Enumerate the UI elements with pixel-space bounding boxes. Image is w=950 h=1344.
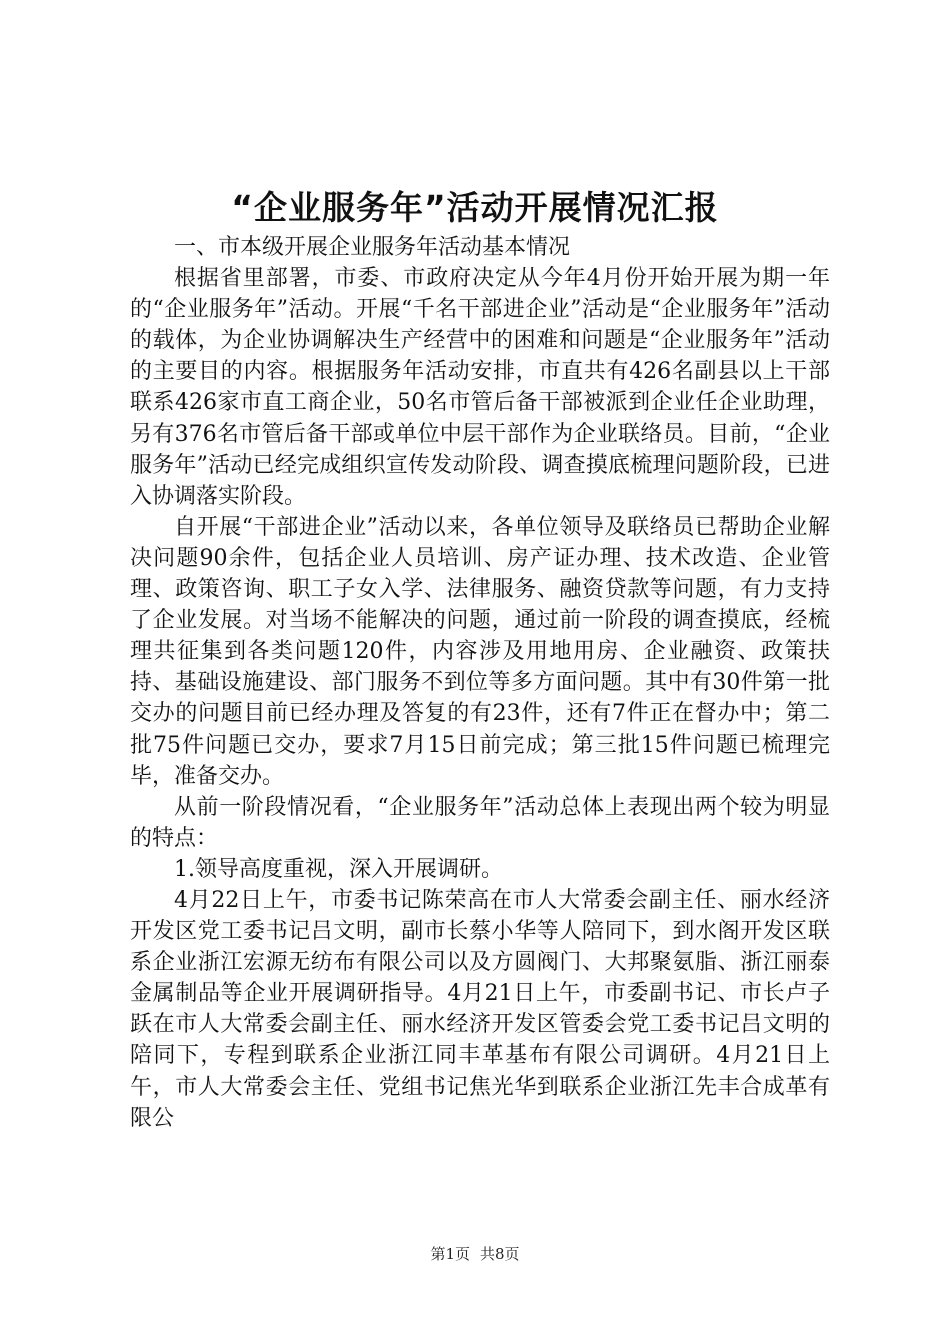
paragraph: 从前一阶段情况看，“企业服务年”活动总体上表现出两个较为明显的特点： xyxy=(130,794,830,851)
page-footer xyxy=(0,1244,950,1264)
paragraph: 4月22日上午，市委书记陈荣高在市人大常委会副主任、丽水经济开发区党工委书记吕文明，副市长蔡小华等人陪同下，到水阁开发区联系企业浙江宏源无纺布有限公司以及方圆阀门、大邦聚氨脂、浙江丽泰金属制品等企业开展调研指导。4月21日上午，市委副书记、市长卢子跃在市人大常委会副主任、丽水经济开发区管委会党工委书记吕文明的陪同下，专程到联系企业浙江同丰革基布有限公司调研。4月21日上午，市人大常委会主任、党组书记焦光华到联系企业浙江先丰合成革有限公 xyxy=(130,887,830,1131)
document-body xyxy=(130,232,830,1134)
paragraph: 自开展“干部进企业”活动以来，各单位领导及联络员已帮助企业解决问题90余件，包括企业人员培训、房产证办理、技术改造、企业管理、政策咨询、职工子女入学、法律服务、融资贷款等问题，有力支持了企业发展。对当场不能解决的问题，通过前一阶段的调查摸底，经梳理共征集到各类问题120件，内容涉及用地用房、企业融资、政策扶持、基础设施建设、部门服务不到位等多方面问题。其中有30件第一批交办的问题目前已经办理及答复的有23件，还有7件正在督办中；第二批75件问题已交办，要求7月15日前完成；第三批15件问题已梳理完毕，准备交办。 xyxy=(130,514,830,789)
page-number: 第1页 xyxy=(430,1245,470,1263)
page-total: 共8页 xyxy=(480,1245,520,1263)
section-heading: 一、市本级开展企业服务年活动基本情况 xyxy=(174,235,571,260)
document-title: “企业服务年”活动开展情况汇报 xyxy=(231,188,719,227)
subsection-heading: 1.领导高度重视，深入开展调研。 xyxy=(174,856,503,882)
paragraph: 根据省里部署，市委、市政府决定从今年4月份开始开展为期一年的“企业服务年”活动。开展“千名干部进企业”活动是“企业服务年”活动的载体，为企业协调解决生产经营中的困难和问题是“企业服务年”活动的主要目的内容。根据服务年活动安排，市直共有426名副县以上干部联系426家市直工商企业，50名市管后备干部被派到企业任企业助理，另有376名市管后备干部或单位中层干部作为企业联络员。目前，“企业服务年”活动已经完成组织宣传发动阶段、调查摸底梳理问题阶段，已进入协调落实阶段。 xyxy=(130,266,830,509)
